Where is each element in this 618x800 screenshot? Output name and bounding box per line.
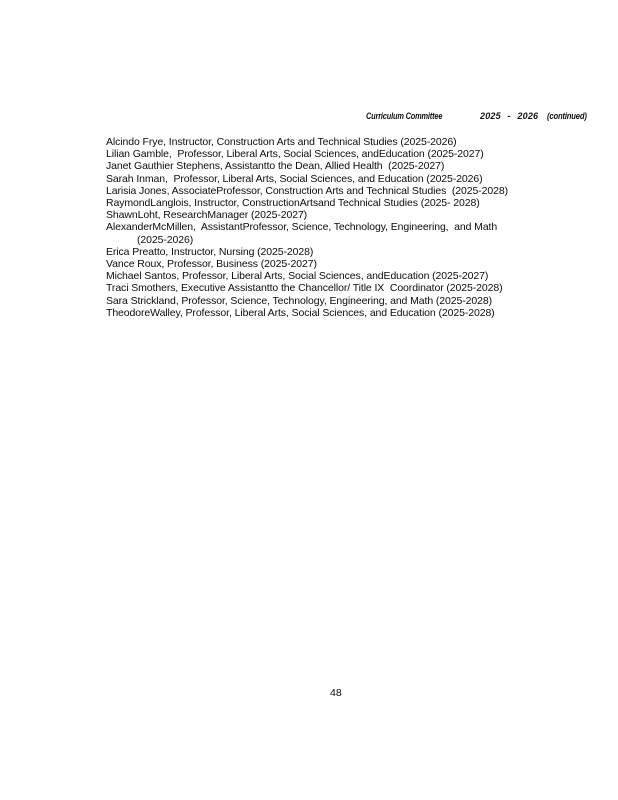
member-entry: AlexanderMcMillen, AssistantProfessor, Science, Technology, Engineering, and Math [106,221,498,234]
page-header [0,111,618,125]
member-entry: Larisia Jones, AssociateProfessor, Construction Arts and Technical Studies (2025-2028) [106,184,509,197]
committee-years: 2025 - 2026 [480,111,539,121]
member-list [106,136,508,319]
member-entry: Alcindo Frye, Instructor, Construction Arts and Technical Studies (2025-2026) [106,136,457,148]
member-entry: Sarah Inman, Professor, Liberal Arts, Social Sciences, and Education (2025-2026) [106,172,483,185]
member-entry: Vance Roux, Professor, Business (2025-2027) [106,258,317,271]
member-entry: (2025-2026) [137,233,194,246]
member-entry: Erica Preatto, Instructor, Nursing (2025-2028) [106,245,314,258]
member-entry: ShawnLoht, ResearchManager (2025-2027) [106,209,308,222]
member-entry: Traci Smothers, Executive Assistantto the Chancellor/ Title IX Coordinator (2025-2028) [106,282,503,295]
committee-title: Curriculum Committee [366,111,443,121]
member-entry: Michael Santos, Professor, Liberal Arts, Social Sciences, andEducation (2025-2027) [106,270,489,283]
page-number: 48 [330,687,342,699]
continued-note: (continued) [547,111,587,121]
member-entry: TheodoreWalley, Professor, Liberal Arts, Social Sciences, and Education (2025-2028) [106,306,495,319]
member-entry: Janet Gauthier Stephens, Assistantto the Dean, Allied Health (2025-2027) [106,160,445,173]
member-entry: Lilian Gamble, Professor, Liberal Arts, Social Sciences, andEducation (2025-2027) [106,148,484,161]
member-entry: RaymondLanglois, Instructor, ConstructionArtsand Technical Studies (2025- 2028) [106,197,480,210]
member-entry: Sara Strickland, Professor, Science, Technology, Engineering, and Math (2025-2028) [106,294,492,307]
